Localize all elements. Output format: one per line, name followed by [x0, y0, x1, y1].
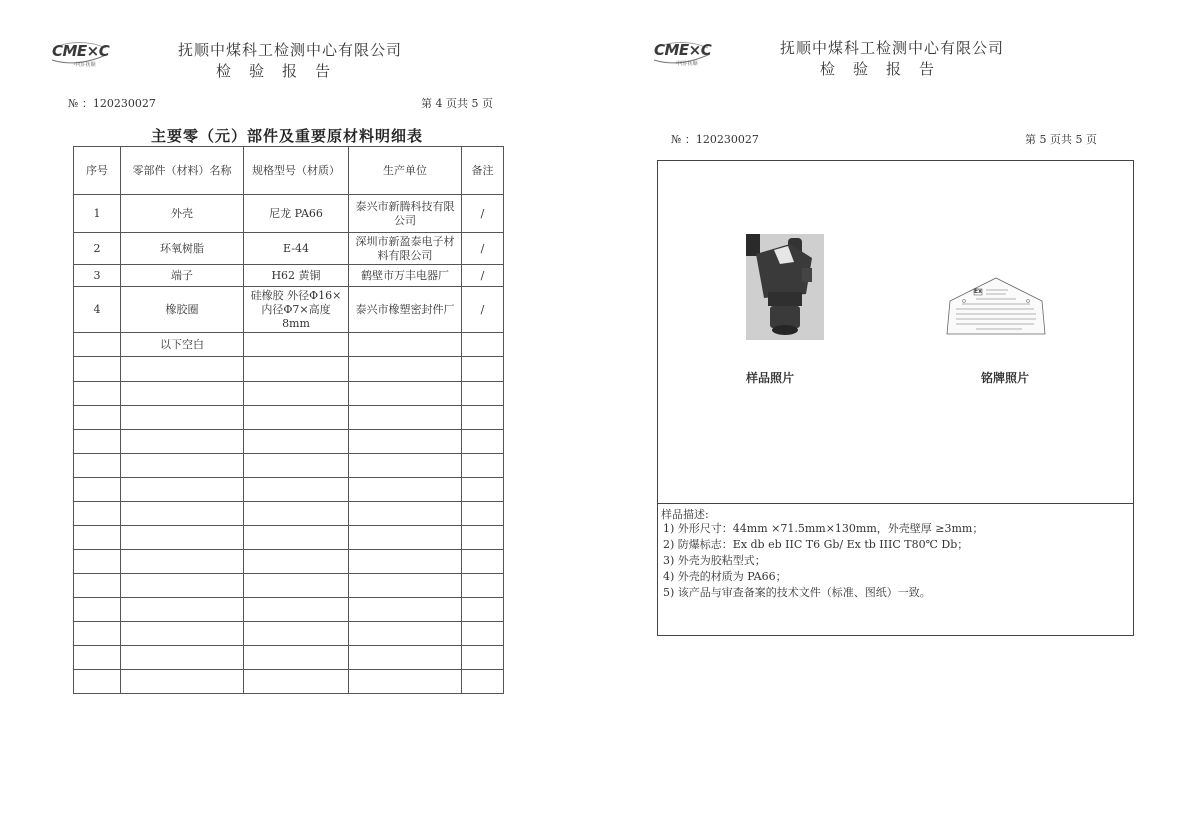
cell-name: 橡胶圈: [121, 287, 244, 333]
nameplate-image: [946, 277, 1046, 335]
table-row: [74, 333, 504, 357]
report-number: № ：120230027: [671, 133, 759, 146]
empty-row: [74, 670, 504, 694]
cell-maker: 鹤壁市万丰电器厂: [349, 265, 462, 287]
company-name: 抚顺中煤科工检测中心有限公司: [780, 39, 1005, 57]
cell-note: /: [462, 287, 504, 333]
frame-divider: [657, 503, 1134, 504]
cell-no: 2: [74, 233, 121, 265]
cell-spec: 尼龙 PA66: [244, 195, 349, 233]
header-cell: 生产单位: [349, 147, 462, 195]
nameplate-ex-mark: Ex: [974, 288, 982, 295]
cell-maker: 泰兴市新腾科技有限公司: [349, 195, 462, 233]
sample-photo: [746, 234, 824, 340]
table-row: [74, 233, 504, 265]
cell-no: 3: [74, 265, 121, 287]
empty-row: [74, 526, 504, 550]
cell-maker: 泰兴市橡塑密封件厂: [349, 287, 462, 333]
empty-row: [74, 406, 504, 430]
header-cell: 序号: [74, 147, 121, 195]
empty-row: [74, 646, 504, 670]
table-row: [74, 265, 504, 287]
report-title: 检验报告: [820, 60, 953, 78]
cell-spec: H62 黄铜: [244, 265, 349, 287]
nameplate-caption: 铭牌照片: [981, 371, 1030, 385]
cell-spec: E-44: [244, 233, 349, 265]
header-cell: 零部件（材料）名称: [121, 147, 244, 195]
report-title: 检验报告: [216, 62, 349, 80]
description-list: [663, 521, 983, 601]
cell-note: /: [462, 233, 504, 265]
company-name: 抚顺中煤科工检测中心有限公司: [178, 41, 403, 59]
sample-photo-caption: 样品照片: [746, 371, 795, 385]
logo-text: CME×C: [654, 41, 712, 59]
empty-row: [74, 430, 504, 454]
blank-note: 以下空白: [121, 333, 244, 357]
empty-row: [74, 478, 504, 502]
logo-subtitle: 中国·抚顺: [676, 61, 698, 67]
cell-name: 外壳: [121, 195, 244, 233]
empty-row: [74, 598, 504, 622]
description-line: 5) 该产品与审查备案的技术文件（标准、图纸）一致。: [663, 586, 931, 599]
page-number: 第 4 页共 5 页: [421, 97, 493, 110]
junction-box-image: [746, 234, 824, 340]
parts-table: [73, 146, 504, 694]
description-line: 4) 外壳的材质为 PA66；: [663, 570, 787, 583]
empty-row: [74, 502, 504, 526]
description-line: 2) 防爆标志：Ex db eb IIC T6 Gb/ Ex tb IIIC T80℃ Db；: [663, 538, 969, 551]
description-line: 3) 外壳为胶粘型式；: [663, 554, 766, 567]
logo-text: CME×C: [52, 42, 110, 60]
description-title: 样品描述:: [661, 508, 709, 521]
empty-row: [74, 382, 504, 406]
empty-row: [74, 574, 504, 598]
page-number: 第 5 页共 5 页: [1025, 133, 1097, 146]
table-header-row: [74, 147, 504, 195]
empty-row: [74, 550, 504, 574]
header-cell: 规格型号（材质）: [244, 147, 349, 195]
description-line: 1) 外形尺寸：44mm ×71.5mm×130mm，外壳壁厚 ≥3mm；: [663, 522, 984, 535]
cell-no: 4: [74, 287, 121, 333]
header-cell: 备注: [462, 147, 504, 195]
logo-subtitle: 中国·抚顺: [74, 62, 96, 68]
cell-spec: 硅橡胶 外径Φ16×内径Φ7×高度 8mm: [244, 287, 349, 333]
table-title: 主要零（元）部件及重要原材料明细表: [151, 127, 424, 145]
empty-row: [74, 622, 504, 646]
empty-row: [74, 454, 504, 478]
report-number: № ：120230027: [68, 97, 156, 110]
cell-name: 端子: [121, 265, 244, 287]
cell-no: 1: [74, 195, 121, 233]
cell-note: /: [462, 265, 504, 287]
cell-name: 环氧树脂: [121, 233, 244, 265]
table-row: [74, 287, 504, 333]
empty-row: [74, 357, 504, 382]
cell-maker: 深圳市新盈泰电子材料有限公司: [349, 233, 462, 265]
table-row: [74, 195, 504, 233]
cell-note: /: [462, 195, 504, 233]
